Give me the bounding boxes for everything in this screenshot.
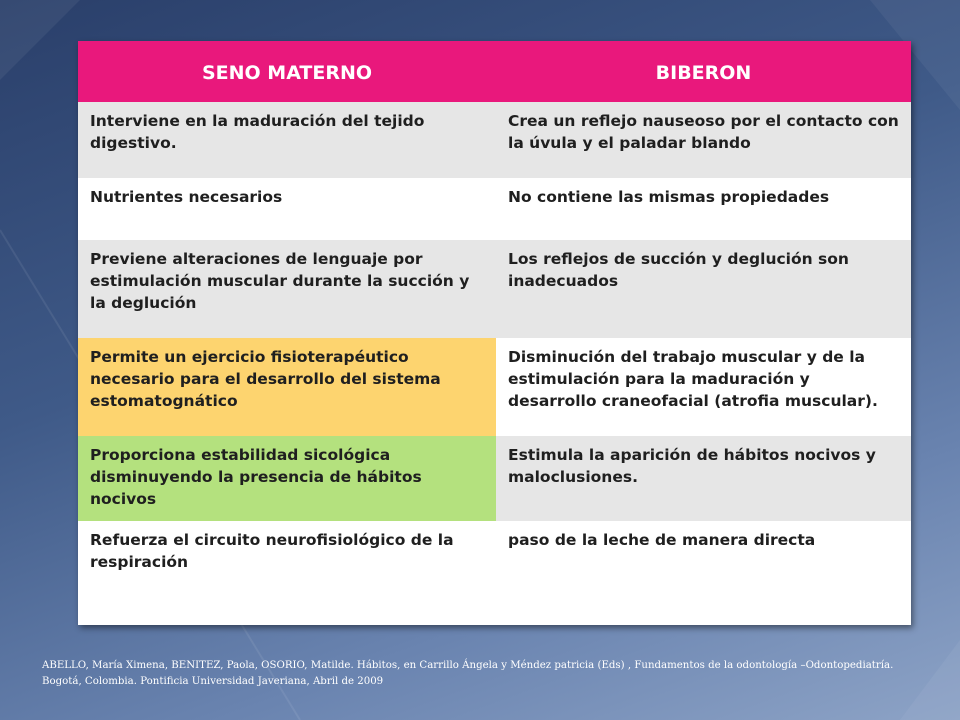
table-cell-seno: Permite un ejercicio fisioterapéutico necesario para el desarrollo del sistema estomatognático — [78, 338, 496, 436]
table-cell-biberon: Crea un reflejo nauseoso por el contacto con la úvula y el paladar blando — [496, 102, 911, 178]
table-header-row — [78, 41, 911, 102]
header-seno-materno: SENO MATERNO — [78, 41, 496, 102]
citation — [42, 658, 942, 690]
table-row — [78, 240, 911, 338]
table-row — [78, 102, 911, 178]
table-row — [78, 436, 911, 521]
header-biberon: BIBERON — [496, 41, 911, 102]
table-row — [78, 521, 911, 625]
citation-line-2: Bogotá, Colombia. Pontificia Universidad Javeriana, Abril de 2009 — [42, 676, 384, 687]
table-cell-biberon: Estimula la aparición de hábitos nocivos y maloclusiones. — [496, 436, 911, 521]
table-cell-seno: Previene alteraciones de lenguaje por estimulación muscular durante la succión y la deglución — [78, 240, 496, 338]
table-row — [78, 178, 911, 240]
table-cell-biberon: No contiene las mismas propiedades — [496, 178, 911, 240]
comparison-table — [78, 41, 911, 625]
table-cell-seno: Interviene en la maduración del tejido digestivo. — [78, 102, 496, 178]
table-cell-biberon: paso de la leche de manera directa — [496, 521, 911, 625]
table-cell-biberon: Disminución del trabajo muscular y de la estimulación para la maduración y desarrollo craneofacial (atrofia muscular). — [496, 338, 911, 436]
table-cell-biberon: Los reflejos de succión y deglución son inadecuados — [496, 240, 911, 338]
table-cell-seno: Proporciona estabilidad sicológica disminuyendo la presencia de hábitos nocivos — [78, 436, 496, 521]
table-cell-seno: Nutrientes necesarios — [78, 178, 496, 240]
table-cell-seno: Refuerza el circuito neurofisiológico de la respiración — [78, 521, 496, 625]
table-row — [78, 338, 911, 436]
citation-line-1: ABELLO, María Ximena, BENITEZ, Paola, OSORIO, Matilde. Hábitos, en Carrillo Ángela y Méndez patricia (Eds) , Fundamentos de la odontología –Odontopediatría. — [42, 660, 894, 671]
